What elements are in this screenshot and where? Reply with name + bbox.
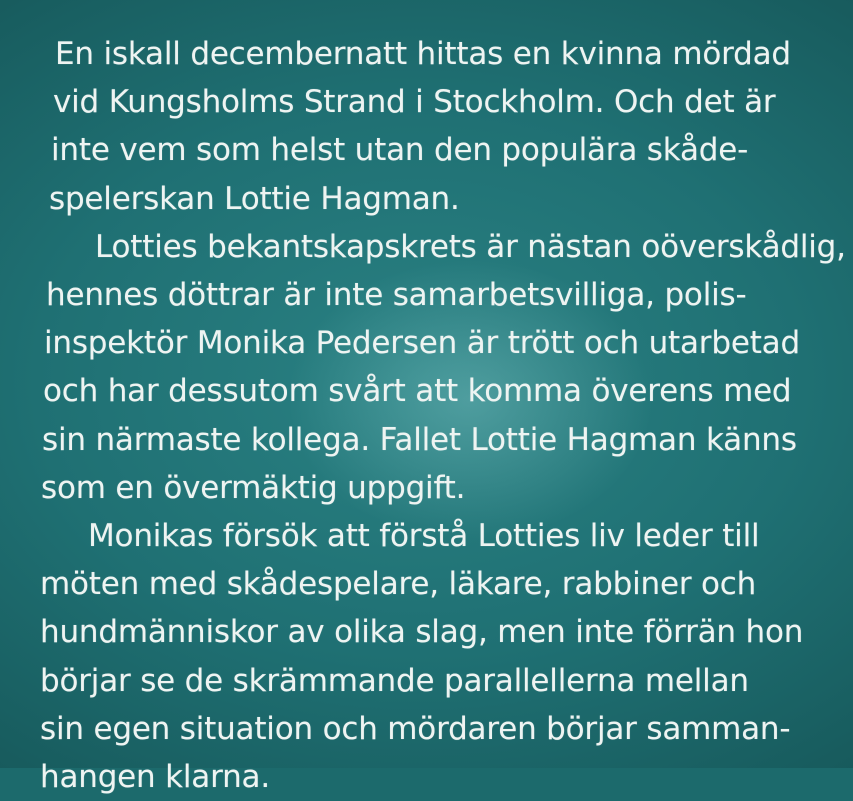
text-line: inte vem som helst utan den populära skåde- (51, 132, 749, 169)
text-line: hennes döttrar är inte samarbetsvilliga, polis- (46, 277, 747, 314)
text-line: sin närmaste kollega. Fallet Lottie Hagman känns (42, 421, 797, 458)
text-line: möten med skådespelare, läkare, rabbiner och (40, 566, 757, 603)
text-line: Monikas försök att förstå Lotties liv leder till (88, 518, 760, 555)
text-line: börjar se de skrämmande parallellerna mellan (40, 662, 749, 699)
text-line: inspektör Monika Pedersen är trött och utarbetad (44, 325, 800, 362)
blurb-text (40, 30, 846, 801)
text-line: hangen klarna. (40, 759, 271, 796)
text-line: och har dessutom svårt att komma överens med (43, 373, 792, 410)
text-line: som en övermäktig uppgift. (41, 469, 466, 506)
text-line: Lotties bekantskapskrets är nästan oöverskådlig, (95, 228, 846, 265)
text-line: En iskall decembernatt hittas en kvinna mördad (55, 36, 791, 72)
text-line: spelerskan Lottie Hagman. (49, 180, 460, 217)
text-line: hundmänniskor av olika slag, men inte förrän hon (40, 614, 804, 651)
text-line: sin egen situation och mördaren börjar samman- (40, 710, 791, 747)
text-line: vid Kungsholms Strand i Stockholm. Och det är (53, 84, 776, 121)
